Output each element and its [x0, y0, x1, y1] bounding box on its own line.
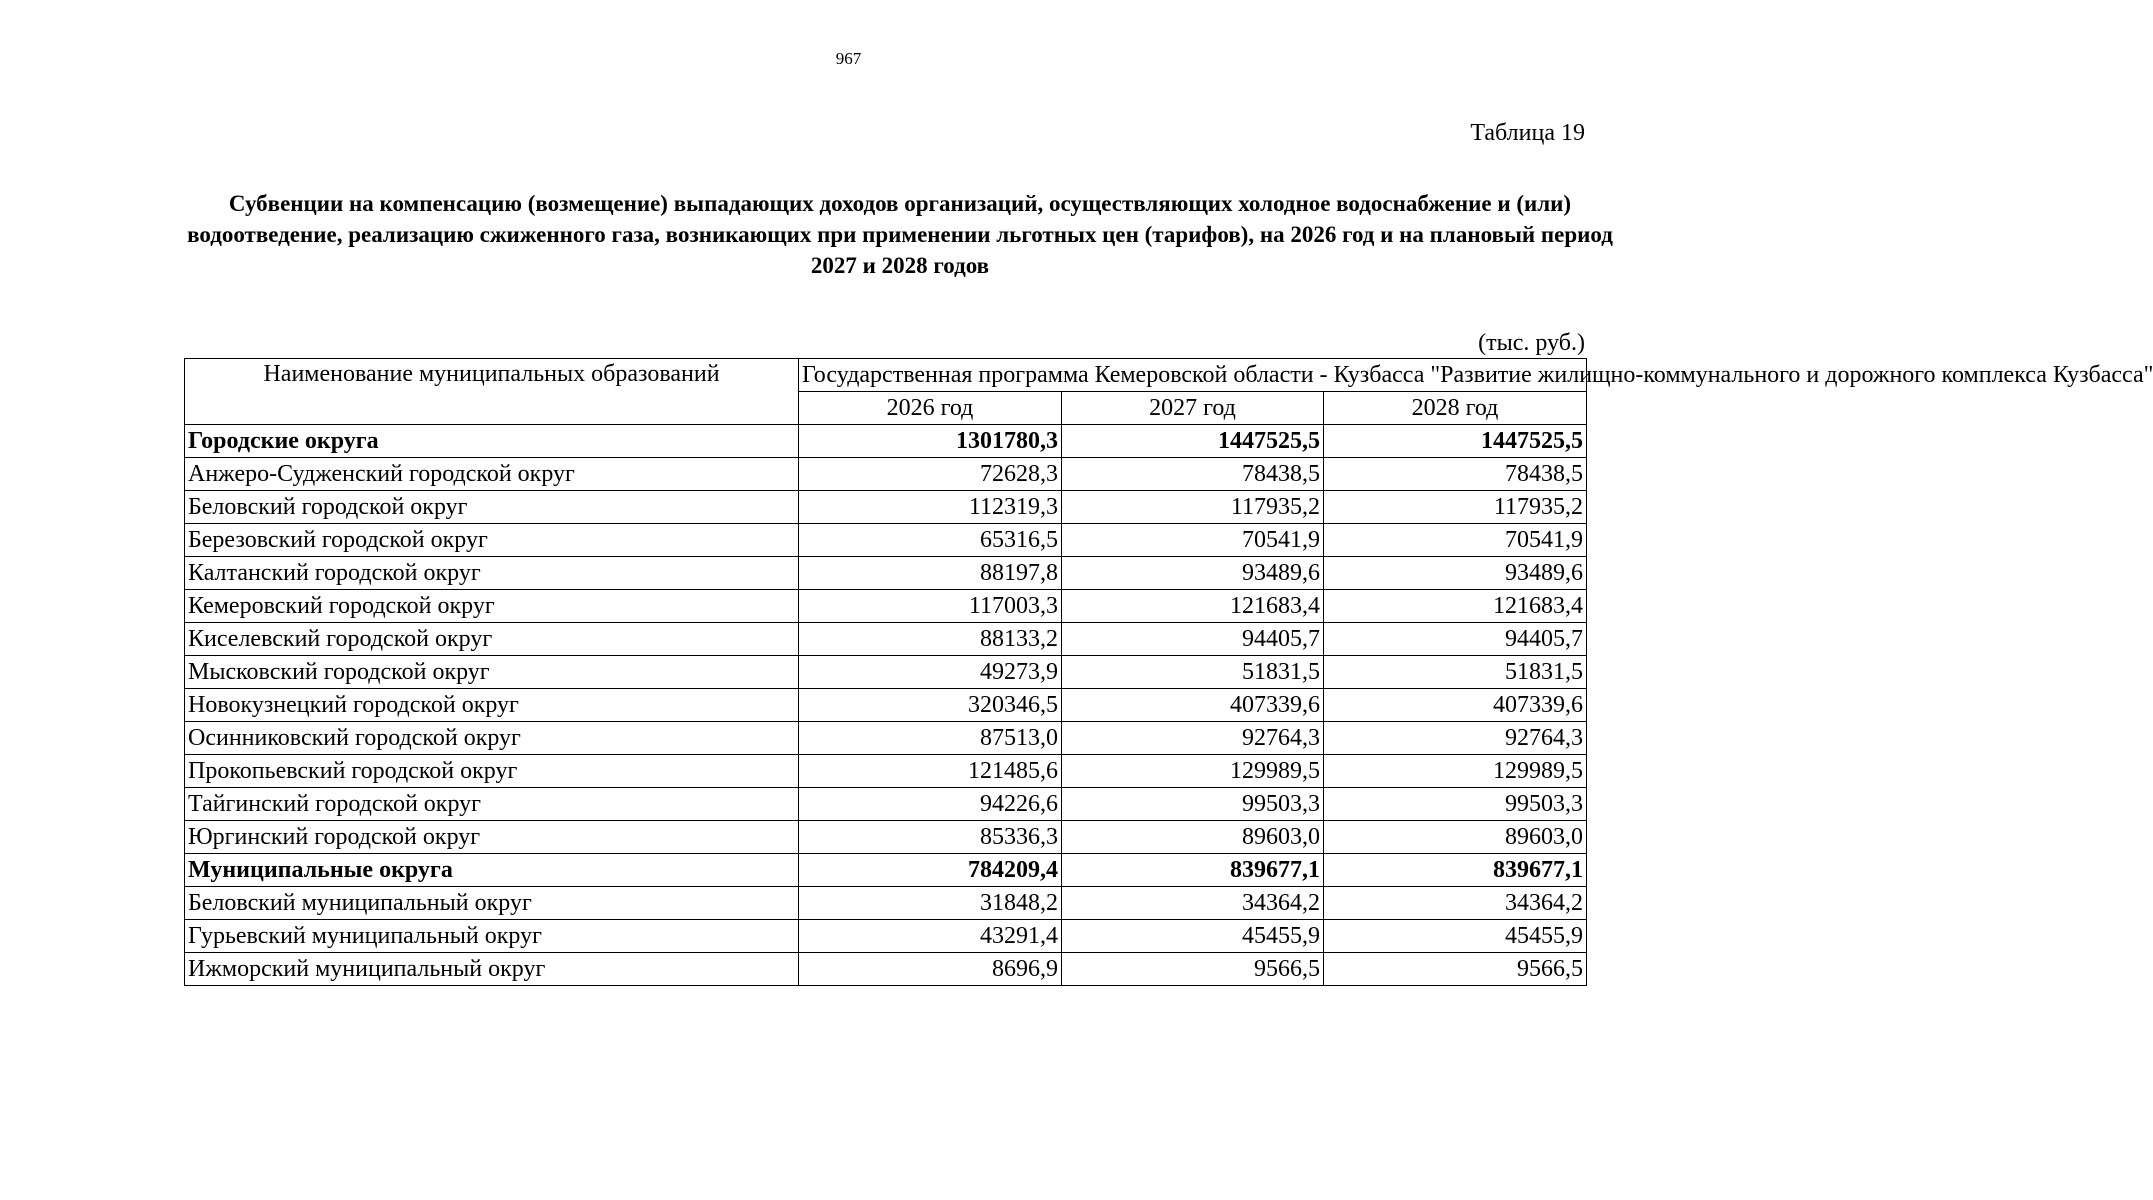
table-row: [185, 788, 1587, 821]
table-row: [185, 821, 1587, 854]
value-2026-cell: 87513,0: [799, 722, 1062, 755]
municipality-name-cell: Муниципальные округа: [185, 854, 799, 887]
table-row: [185, 887, 1587, 920]
table-row: [185, 623, 1587, 656]
value-2027-cell: 93489,6: [1062, 557, 1324, 590]
value-2026-cell: 88197,8: [799, 557, 1062, 590]
value-2026-cell: 85336,3: [799, 821, 1062, 854]
table-row: [185, 953, 1587, 986]
value-2027-cell: 94405,7: [1062, 623, 1324, 656]
table-row: [185, 491, 1587, 524]
municipality-name-cell: Мысковский городской округ: [185, 656, 799, 689]
table-group-row: [185, 854, 1587, 887]
value-2028-cell: 1447525,5: [1324, 425, 1587, 458]
value-2027-cell: 99503,3: [1062, 788, 1324, 821]
value-2027-cell: 89603,0: [1062, 821, 1324, 854]
value-2027-cell: 9566,5: [1062, 953, 1324, 986]
value-2028-cell: 839677,1: [1324, 854, 1587, 887]
table-row: [185, 722, 1587, 755]
municipality-name-cell: Осинниковский городской округ: [185, 722, 799, 755]
table-row: [185, 590, 1587, 623]
value-2027-cell: 34364,2: [1062, 887, 1324, 920]
table-label: Таблица 19: [1470, 120, 1585, 146]
municipality-name-cell: Ижморский муниципальный округ: [185, 953, 799, 986]
municipality-name-cell: Березовский городской округ: [185, 524, 799, 557]
value-2027-cell: 117935,2: [1062, 491, 1324, 524]
municipality-name-cell: Городские округа: [185, 425, 799, 458]
value-2026-cell: 94226,6: [799, 788, 1062, 821]
value-2028-cell: 70541,9: [1324, 524, 1587, 557]
header-state-program: Государственная программа Кемеровской области - Кузбасса "Развитие жилищно-коммунального и дорожного комплекса Кузбасса": [799, 359, 1587, 392]
value-2026-cell: 88133,2: [799, 623, 1062, 656]
municipality-name-cell: Кемеровский городской округ: [185, 590, 799, 623]
subventions-table: [184, 358, 2153, 986]
value-2026-cell: 8696,9: [799, 953, 1062, 986]
municipality-name-cell: Киселевский городской округ: [185, 623, 799, 656]
value-2027-cell: 70541,9: [1062, 524, 1324, 557]
table-row: [185, 524, 1587, 557]
header-year-2026: 2026 год: [799, 392, 1062, 425]
table-row: [185, 656, 1587, 689]
value-2027-cell: 51831,5: [1062, 656, 1324, 689]
value-2026-cell: 1301780,3: [799, 425, 1062, 458]
table-group-row: [185, 425, 1587, 458]
value-2026-cell: 117003,3: [799, 590, 1062, 623]
municipality-name-cell: Новокузнецкий городской округ: [185, 689, 799, 722]
value-2026-cell: 784209,4: [799, 854, 1062, 887]
value-2026-cell: 31848,2: [799, 887, 1062, 920]
table-header-row: [185, 359, 1587, 392]
value-2026-cell: 72628,3: [799, 458, 1062, 491]
value-2028-cell: 9566,5: [1324, 953, 1587, 986]
header-municipality-name: Наименование муниципальных образований: [185, 359, 799, 425]
value-2027-cell: 407339,6: [1062, 689, 1324, 722]
municipality-name-cell: Беловский муниципальный округ: [185, 887, 799, 920]
value-2027-cell: 121683,4: [1062, 590, 1324, 623]
value-2028-cell: 407339,6: [1324, 689, 1587, 722]
value-2028-cell: 51831,5: [1324, 656, 1587, 689]
value-2028-cell: 94405,7: [1324, 623, 1587, 656]
table-body: [185, 425, 1587, 986]
page-number: 967: [835, 49, 862, 68]
value-2028-cell: 93489,6: [1324, 557, 1587, 590]
municipality-name-cell: Юргинский городской округ: [185, 821, 799, 854]
municipality-name-cell: Беловский городской округ: [185, 491, 799, 524]
municipality-name-cell: Калтанский городской округ: [185, 557, 799, 590]
value-2027-cell: 92764,3: [1062, 722, 1324, 755]
value-2028-cell: 45455,9: [1324, 920, 1587, 953]
units-label: (тыс. руб.): [1478, 330, 1585, 356]
value-2027-cell: 78438,5: [1062, 458, 1324, 491]
value-2028-cell: 121683,4: [1324, 590, 1587, 623]
value-2028-cell: 92764,3: [1324, 722, 1587, 755]
municipality-name-cell: Тайгинский городской округ: [185, 788, 799, 821]
value-2028-cell: 34364,2: [1324, 887, 1587, 920]
value-2028-cell: 99503,3: [1324, 788, 1587, 821]
municipality-name-cell: Прокопьевский городской округ: [185, 755, 799, 788]
value-2027-cell: 45455,9: [1062, 920, 1324, 953]
value-2026-cell: 320346,5: [799, 689, 1062, 722]
value-2028-cell: 78438,5: [1324, 458, 1587, 491]
value-2027-cell: 129989,5: [1062, 755, 1324, 788]
value-2028-cell: 117935,2: [1324, 491, 1587, 524]
value-2026-cell: 112319,3: [799, 491, 1062, 524]
table-row: [185, 755, 1587, 788]
value-2028-cell: 129989,5: [1324, 755, 1587, 788]
table-row: [185, 689, 1587, 722]
value-2028-cell: 89603,0: [1324, 821, 1587, 854]
value-2026-cell: 65316,5: [799, 524, 1062, 557]
value-2026-cell: 121485,6: [799, 755, 1062, 788]
municipality-name-cell: Анжеро-Судженский городской округ: [185, 458, 799, 491]
header-year-2027: 2027 год: [1062, 392, 1324, 425]
value-2027-cell: 1447525,5: [1062, 425, 1324, 458]
table-row: [185, 920, 1587, 953]
municipality-name-cell: Гурьевский муниципальный округ: [185, 920, 799, 953]
document-title: Субвенции на компенсацию (возмещение) выпадающих доходов организаций, осуществляющих холодное водоснабжение и (или) водоотведение, реализацию сжиженного газа, возникающих при применении льготных цен (тарифов), на 2026 год и на плановый период 2027 и 2028 годов: [187, 191, 1613, 278]
value-2027-cell: 839677,1: [1062, 854, 1324, 887]
table-row: [185, 557, 1587, 590]
table-row: [185, 458, 1587, 491]
header-year-2028: 2028 год: [1324, 392, 1587, 425]
value-2026-cell: 43291,4: [799, 920, 1062, 953]
value-2026-cell: 49273,9: [799, 656, 1062, 689]
